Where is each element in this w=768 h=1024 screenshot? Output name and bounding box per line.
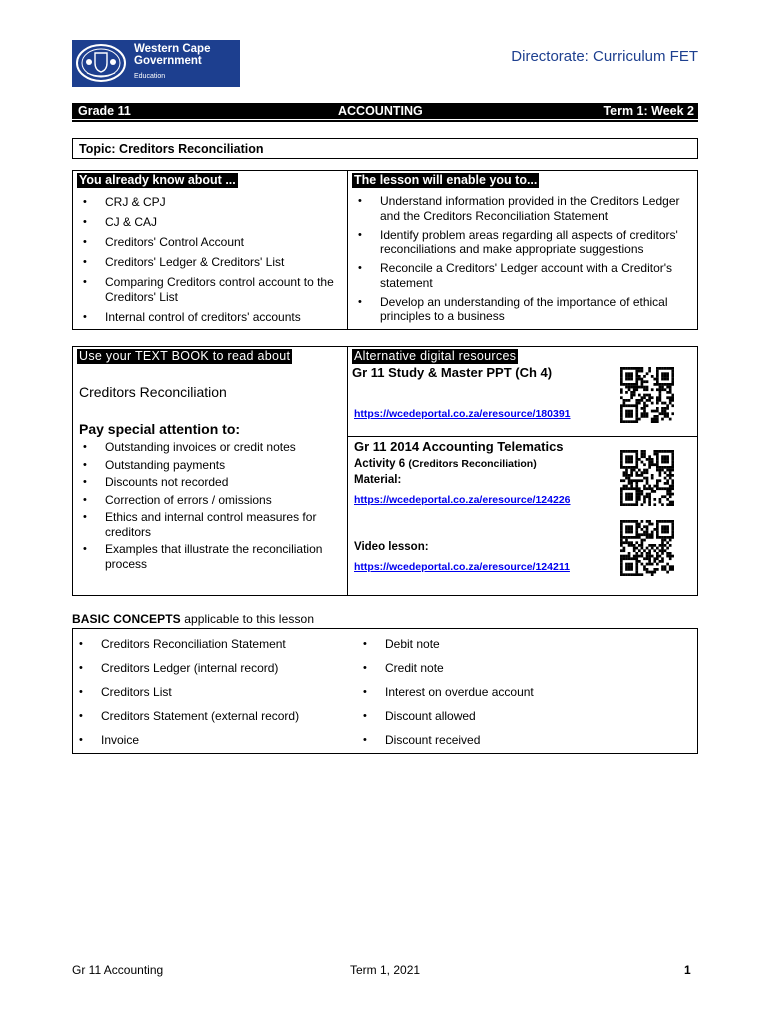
video-label: Video lesson: (354, 541, 429, 553)
basic-concepts-right-list (357, 637, 687, 748)
already-know-list (77, 195, 345, 324)
grade-bar (72, 103, 698, 119)
qr-code-icon (620, 450, 674, 506)
topic-box: Topic: Creditors Reconciliation (72, 138, 698, 159)
basic-concepts-title-rest: applicable to this lesson (184, 612, 315, 626)
list-item: • Creditors Reconciliation Statement (73, 637, 363, 652)
attention-list (77, 440, 345, 571)
wcg-logo (72, 40, 240, 87)
list-item: • Creditors Ledger (internal record) (73, 661, 363, 676)
resource-separator (348, 436, 698, 437)
resource2-title: Gr 11 2014 Accounting Telematics (354, 439, 564, 454)
list-item: • Ethics and internal control measures for creditors (77, 510, 345, 539)
footer-left: Gr 11 Accounting (72, 963, 164, 977)
logo-text-line2: Government (134, 55, 202, 67)
list-item: • CRJ & CPJ (77, 195, 345, 210)
list-item: • Creditors' Control Account (77, 235, 345, 250)
resources-box (72, 346, 698, 596)
resource1-link[interactable]: https://wcedeportal.co.za/eresource/180391 (354, 408, 571, 420)
page-number: 1 (684, 963, 691, 977)
qr-code-icon (620, 367, 674, 423)
logo-text-line1: Western Cape (134, 43, 211, 55)
resource2-activity-sub: (Creditors Reconciliation) (408, 458, 537, 470)
lesson-enable-list (352, 194, 694, 324)
video-link[interactable]: https://wcedeportal.co.za/eresource/124211 (354, 561, 570, 573)
resource2-activity-label: Activity 6 (354, 458, 406, 470)
textbook-section (77, 347, 345, 571)
objectives-box (72, 170, 698, 330)
list-item: • Creditors List (73, 685, 363, 700)
list-item: • Discounts not recorded (77, 475, 345, 490)
lesson-enable-section (352, 171, 694, 324)
list-item: • Understand information provided in the Creditors Ledger and the Creditors Reconciliation Statement (352, 194, 694, 223)
list-item: • Discount received (357, 733, 687, 748)
list-item: • Develop an understanding of the importance of ethical principles to a business (352, 295, 694, 324)
term-label: Term 1: Week 2 (603, 104, 694, 118)
material-label: Material: (354, 474, 402, 486)
basic-concepts-box (72, 628, 698, 754)
textbook-heading: Use your TEXT BOOK to read about (79, 349, 291, 363)
column-divider (347, 171, 348, 329)
list-item: • Creditors Statement (external record) (73, 709, 363, 724)
footer-center: Term 1, 2021 (350, 963, 421, 977)
resource2-activity (354, 458, 537, 470)
qr-code-icon (620, 520, 674, 576)
already-know-section (77, 171, 345, 324)
list-item: • Examples that illustrate the reconciliation process (77, 542, 345, 571)
basic-concepts-title (72, 612, 314, 626)
basic-concepts-left-list (73, 637, 363, 748)
list-item: • Credit note (357, 661, 687, 676)
list-item: • Outstanding invoices or credit notes (77, 440, 345, 455)
lesson-enable-heading: The lesson will enable you to... (354, 173, 538, 187)
list-item: • Outstanding payments (77, 458, 345, 473)
attention-heading: Pay special attention to: (79, 421, 241, 437)
logo-text-line3: Education (134, 73, 166, 80)
list-item: • Interest on overdue account (357, 685, 687, 700)
list-item: • Debit note (357, 637, 687, 652)
digital-heading: Alternative digital resources (354, 349, 517, 363)
subject-label: ACCOUNTING (338, 104, 423, 118)
list-item: • Comparing Creditors control account to the Creditors' List (77, 275, 345, 304)
list-item: • Discount allowed (357, 709, 687, 724)
material-link[interactable]: https://wcedeportal.co.za/eresource/124226 (354, 494, 571, 506)
list-item: • Creditors' Ledger & Creditors' List (77, 255, 345, 270)
basic-concepts-title-bold: BASIC CONCEPTS (72, 612, 181, 626)
directorate-title: Directorate: Curriculum FET (511, 48, 698, 65)
digital-section (352, 347, 697, 595)
coat-of-arms-icon (75, 43, 127, 83)
grade-bar-underline (72, 120, 698, 122)
column-divider (347, 347, 348, 595)
already-know-heading: You already know about ... (79, 173, 236, 187)
list-item: • Invoice (73, 733, 363, 748)
grade-label: Grade 11 (78, 104, 131, 118)
list-item: • Internal control of creditors' accounts (77, 310, 345, 325)
list-item: • Identify problem areas regarding all aspects of creditors' reconciliations and make appropriate suggestions (352, 228, 694, 257)
list-item: • Reconcile a Creditors' Ledger account with a Creditor's statement (352, 261, 694, 290)
list-item: • Correction of errors / omissions (77, 493, 345, 508)
list-item: • CJ & CAJ (77, 215, 345, 230)
textbook-topic: Creditors Reconciliation (79, 384, 227, 400)
resource1-title: Gr 11 Study & Master PPT (Ch 4) (352, 365, 553, 380)
